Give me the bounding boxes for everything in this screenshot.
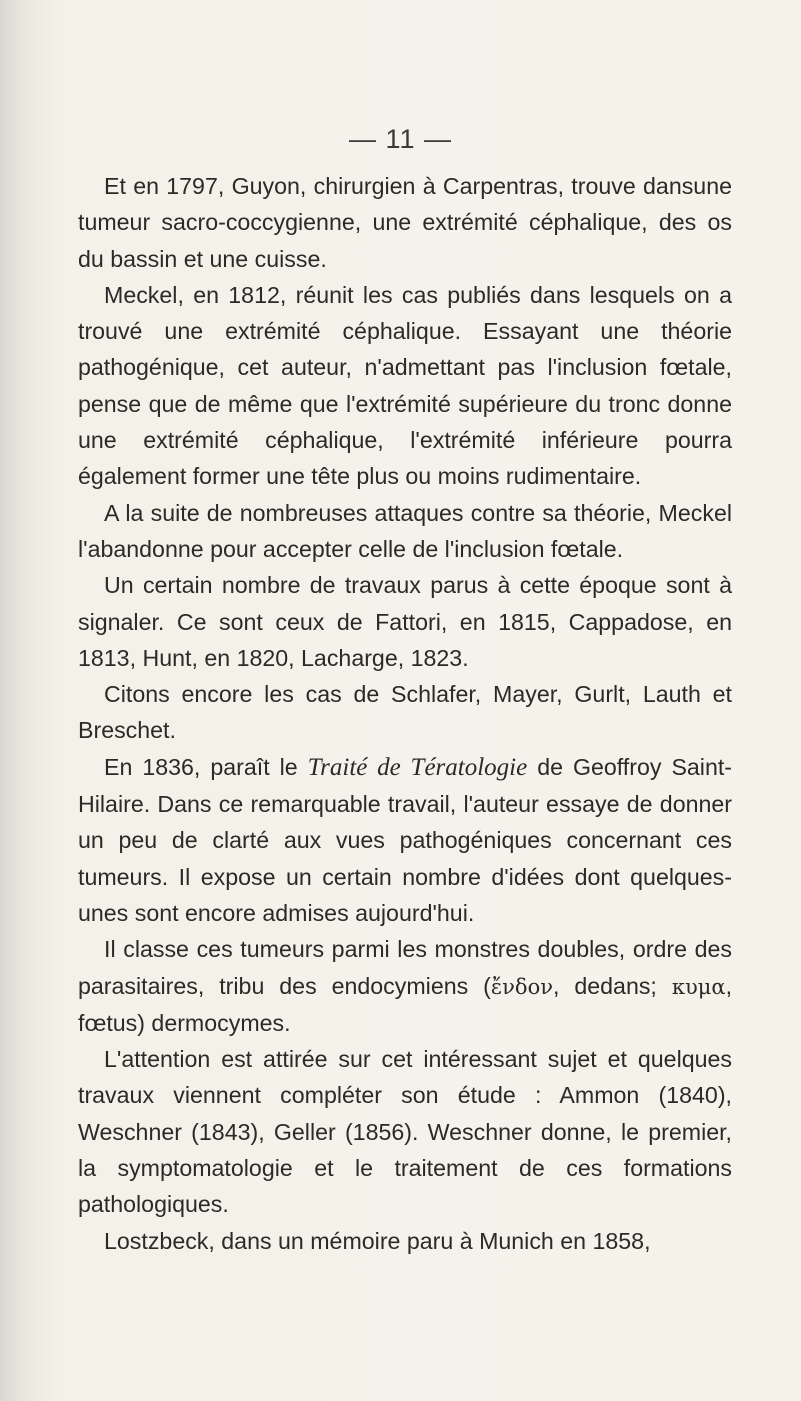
paragraph-meckel-theory: Meckel, en 1812, réunit les cas publiés dans lesquels on a trouvé une extrémité céphalique. Essayant une théorie pathogénique, cet auteur, n'admettant pas l'inclusion fœtale, pense que de même que l'extrémité supérieure du tronc donne une extrémité céphalique, l'extrémité inférieure pourra également former une tête plus ou moins rudimentaire. bbox=[78, 281, 732, 490]
page-number: — 11 — bbox=[348, 124, 453, 154]
paragraph-attention: L'attention est attirée sur cet intéressant sujet et quelques travaux viennent compléter son étude : Ammon (1840), Weschner (1843), Geller (1856). Weschner donne, le premier, la symptomatologie et le traitement de ces formations pathologiques. bbox=[78, 1046, 732, 1218]
paragraph-works: Un certain nombre de travaux parus à cette époque sont à signaler. Ce sont ceux de Fattori, en 1815, Cappadose, en 1813, Hunt, en 1820, Lacharge, 1823. bbox=[78, 572, 732, 671]
greek-word-kuma: κυμα bbox=[671, 974, 726, 999]
paragraph-classification-after: , fœtus) dermocymes. bbox=[78, 972, 733, 1036]
greek-word-endon: ἔνδον bbox=[490, 974, 553, 999]
paragraph-geoffroy bbox=[78, 749, 732, 931]
paragraph-guyon: Et en 1797, Guyon, chirurgien à Carpentras, trouve dansune tumeur sacro-coccygienne, une extrémité céphalique, des os du bassin et une cuisse. bbox=[78, 173, 732, 272]
paragraph-classification bbox=[78, 931, 732, 1041]
body-text bbox=[78, 168, 732, 1259]
paragraph-meckel-abandon: A la suite de nombreuses attaques contre sa théorie, Meckel l'abandonne pour accepter celle de l'inclusion fœtale. bbox=[78, 499, 732, 562]
paragraph-lostzbeck: Lostzbeck, dans un mémoire paru à Munich en 1858, bbox=[104, 1227, 651, 1254]
book-title: Traité de Tératologie bbox=[307, 753, 528, 781]
paragraph-classification-before: Il classe ces tumeurs parmi les monstres doubles, ordre des parasitaires, tribu des endocymiens ( bbox=[78, 936, 732, 999]
paragraph-geoffroy-before: En 1836, paraît le bbox=[104, 753, 308, 780]
paragraph-geoffroy-after: de Geoffroy Saint-Hilaire. Dans ce remarquable travail, l'auteur essaye de donner un peu de clarté aux vues pathogéniques concernant ces tumeurs. Il expose un certain nombre d'idées dont quelques-unes sont encore admises aujourd'hui. bbox=[78, 753, 733, 926]
paragraph-classification-middle: , dedans; bbox=[552, 972, 672, 999]
paragraph-cases: Citons encore les cas de Schlafer, Mayer, Gurlt, Lauth et Breschet. bbox=[78, 681, 732, 744]
